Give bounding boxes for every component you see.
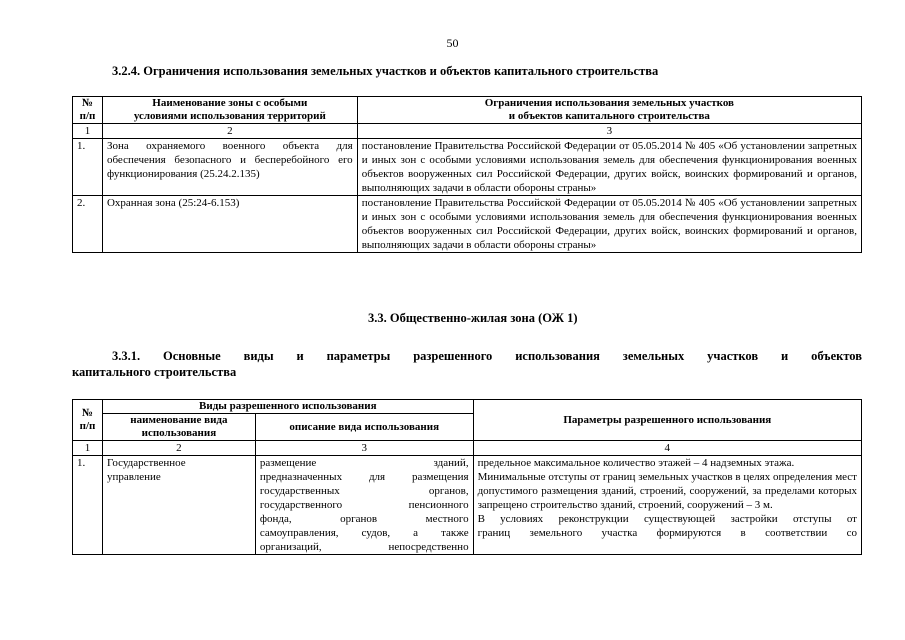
use-name-line2: управление [106, 471, 161, 483]
header-name-line2: использования [141, 427, 217, 439]
restriction-text: постановление Правительства Российской Федерации от 05.05.2014 № 405 «Об установлении запретных и иных зон с особыми условиями использования земель для обеспечения функционирования военных объектов вооруженных сил Российской Федерации, других войск, воинских формирований и органов, выполняющих задачи в области обороны страны» [357, 196, 861, 253]
header-zone-line2: условиями использования территорий [133, 110, 326, 122]
header-use-desc: описание вида использования [255, 414, 473, 441]
desc-line: самоуправления, судов, а также [259, 527, 469, 539]
table-header-row [73, 400, 862, 414]
header-restriction [357, 97, 861, 124]
table-row [73, 456, 862, 555]
header-use-name [102, 414, 255, 441]
header-num [73, 97, 103, 124]
header-params: Параметры разрешенного использования [473, 400, 861, 441]
page-number: 50 [446, 36, 459, 50]
params-paragraph: Минимальные отступы от границ земельных участков в целях определения мест допустимого размещения зданий, строений, сооружений, за пределами которых запрещено строительство зданий, строений, сооружений – 3 м. [477, 471, 857, 511]
header-num-line2: п/п [79, 420, 96, 432]
desc-line: государственного пенсионного [259, 499, 469, 511]
params-paragraph: предельное максимальное количество этажей – 4 надземных этажа. [477, 457, 795, 469]
header-num [73, 400, 103, 441]
col-number: 3 [255, 441, 473, 456]
header-restr-line2: и объектов капитального строительства [508, 110, 710, 122]
desc-line: размещение зданий, [259, 457, 469, 469]
use-description [255, 456, 473, 555]
desc-line: предназначенных для размещения [259, 471, 469, 483]
col-number: 2 [102, 124, 357, 139]
header-zone [102, 97, 357, 124]
section-3-3-title: 3.3. Общественно-жилая зона (ОЖ 1) [368, 311, 578, 325]
header-name-line1: наименование вида [130, 414, 228, 426]
restriction-text: постановление Правительства Российской Федерации от 05.05.2014 № 405 «Об установлении запретных и иных зон с особыми условиями использования земель для обеспечения функционирования военных объектов вооруженных сил Российской Федерации, других войск, воинских формирований и органов, выполняющих задачи в области обороны страны» [357, 139, 861, 196]
col-number: 2 [102, 441, 255, 456]
header-num-line2: п/п [79, 110, 96, 122]
col-number: 3 [357, 124, 861, 139]
header-num-line1: № [81, 407, 94, 419]
permitted-use-table [72, 399, 862, 555]
row-number: 1. [73, 456, 103, 555]
column-number-row [73, 441, 862, 456]
params-line: В условиях реконструкции существующей застройки отступы от [477, 513, 857, 525]
desc-line: фонда, органов местного [259, 513, 469, 525]
header-restr-line1: Ограничения использования земельных участков [484, 97, 734, 109]
column-number-row [73, 124, 862, 139]
table-header-row [73, 97, 862, 124]
header-num-line1: № [81, 97, 94, 109]
header-zone-line1: Наименование зоны с особыми [152, 97, 308, 109]
row-number: 1. [73, 139, 103, 196]
use-parameters [473, 456, 861, 555]
use-name-line1: Государственное [106, 457, 186, 469]
header-group: Виды разрешенного использования [102, 400, 473, 414]
col-number: 4 [473, 441, 861, 456]
zone-name: Охранная зона (25:24-6.153) [102, 196, 357, 253]
desc-line: государственных органов, [259, 485, 469, 497]
col-number: 1 [73, 124, 103, 139]
section-3-2-4-title: 3.2.4. Ограничения использования земельных участков и объектов капитального строительства [112, 64, 659, 78]
params-line: границ земельного участка формируются в соответствии со [477, 527, 857, 539]
desc-line: организаций, непосредственно [259, 541, 469, 553]
restrictions-table [72, 96, 862, 253]
section-3-3-1-title-line2: капитального строительства [72, 365, 237, 379]
table-row [73, 139, 862, 196]
col-number: 1 [73, 441, 103, 456]
table-row [73, 196, 862, 253]
section-3-3-1-title-line1: 3.3.1. Основные виды и параметры разрешенного использования земельных участков и объектов [112, 349, 862, 363]
use-name [102, 456, 255, 555]
row-number: 2. [73, 196, 103, 253]
zone-name: Зона охраняемого военного объекта для обеспечения безопасного и бесперебойного его функционирования (25.24.2.135) [102, 139, 357, 196]
